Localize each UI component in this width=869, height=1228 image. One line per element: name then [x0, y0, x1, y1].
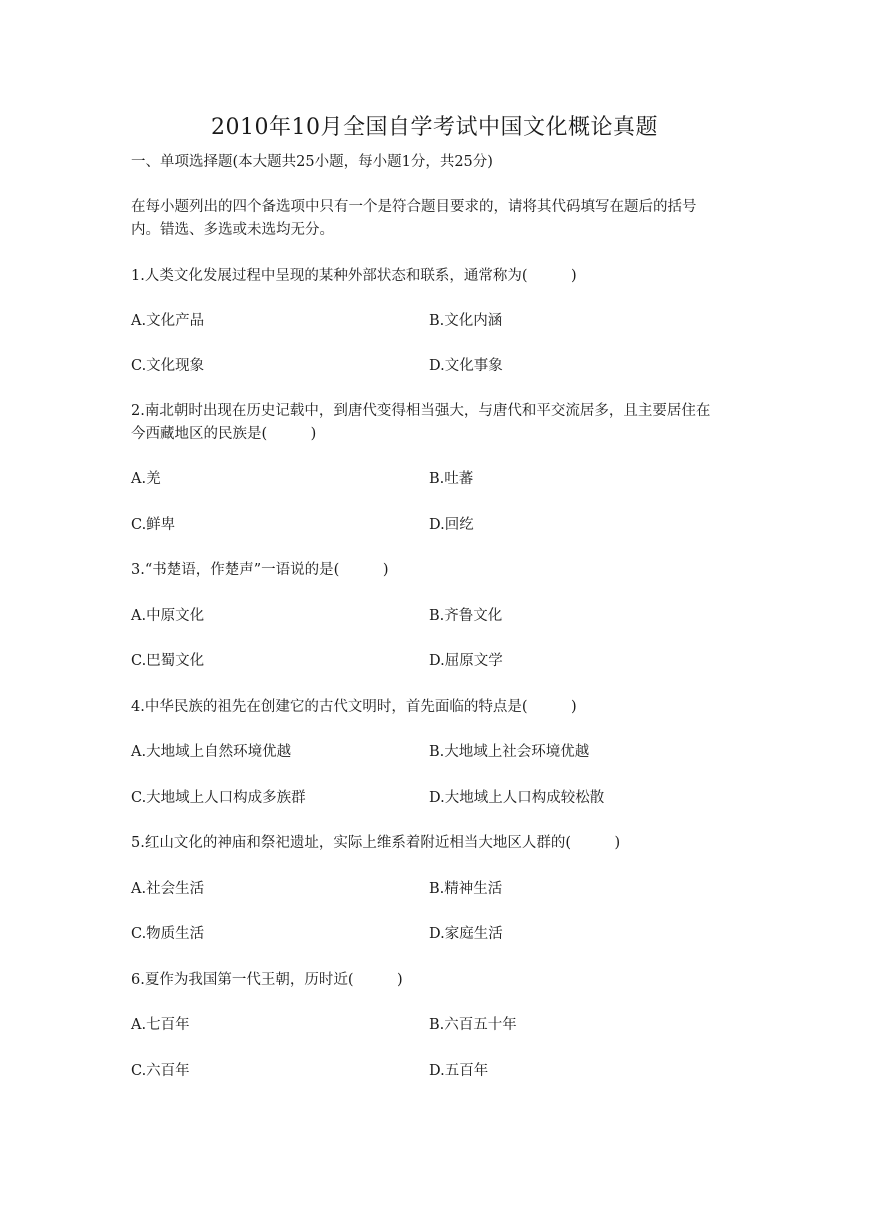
question-4-stem: 4.中华民族的祖先在创建它的古代文明时，首先面临的特点是( )	[131, 699, 577, 715]
question-1-stem: 1.人类文化发展过程中呈现的某种外部状态和联系，通常称为( )	[131, 268, 577, 284]
question-3-option-d: D.屈原文学	[429, 653, 503, 669]
question-2-stem-line-1: 2.南北朝时出现在历史记载中，到唐代变得相当强大，与唐代和平交流居多，且主要居住在	[131, 403, 711, 419]
question-1-option-d: D.文化事象	[429, 358, 503, 374]
question-4-option-b: B.大地域上社会环境优越	[429, 744, 590, 760]
question-6-option-c: C.六百年	[131, 1063, 190, 1079]
instruction-line-2: 内。错选、多选或未选均无分。	[131, 222, 334, 238]
question-2-option-c: C.鲜卑	[131, 517, 176, 533]
question-6-option-b: B.六百五十年	[429, 1017, 517, 1033]
section-heading: 一、单项选择题(本大题共25小题，每小题1分，共25分)	[131, 154, 493, 170]
question-6-stem: 6.夏作为我国第一代王朝，历时近( )	[131, 972, 403, 988]
question-4-option-d: D.大地域上人口构成较松散	[429, 790, 605, 806]
question-4-option-c: C.大地域上人口构成多族群	[131, 790, 306, 806]
question-6-option-a: A.七百年	[131, 1017, 190, 1033]
question-2-option-d: D.回纥	[429, 517, 474, 533]
question-4-option-a: A.大地域上自然环境优越	[131, 744, 292, 760]
question-2-option-b: B.吐蕃	[429, 471, 474, 487]
question-3-option-c: C.巴蜀文化	[131, 653, 205, 669]
question-1-option-a: A.文化产品	[131, 313, 205, 329]
question-5-option-a: A.社会生活	[131, 881, 205, 897]
question-1-option-b: B.文化内涵	[429, 313, 503, 329]
question-5-stem: 5.红山文化的神庙和祭祀遗址，实际上维系着附近相当大地区人群的( )	[131, 835, 621, 851]
question-2-stem-line-2: 今西藏地区的民族是( )	[131, 426, 317, 442]
question-5-option-b: B.精神生活	[429, 881, 503, 897]
question-5-option-d: D.家庭生活	[429, 926, 503, 942]
question-1-option-c: C.文化现象	[131, 358, 205, 374]
question-5-option-c: C.物质生活	[131, 926, 205, 942]
question-3-option-a: A.中原文化	[131, 608, 205, 624]
instruction-line-1: 在每小题列出的四个备选项中只有一个是符合题目要求的，请将其代码填写在题后的括号	[131, 199, 697, 215]
question-2-option-a: A.羌	[131, 471, 161, 487]
question-3-stem: 3.“书楚语，作楚声”一语说的是( )	[131, 562, 389, 578]
question-3-option-b: B.齐鲁文化	[429, 608, 503, 624]
page-title: 2010年10月全国自学考试中国文化概论真题	[211, 115, 658, 140]
question-6-option-d: D.五百年	[429, 1063, 489, 1079]
